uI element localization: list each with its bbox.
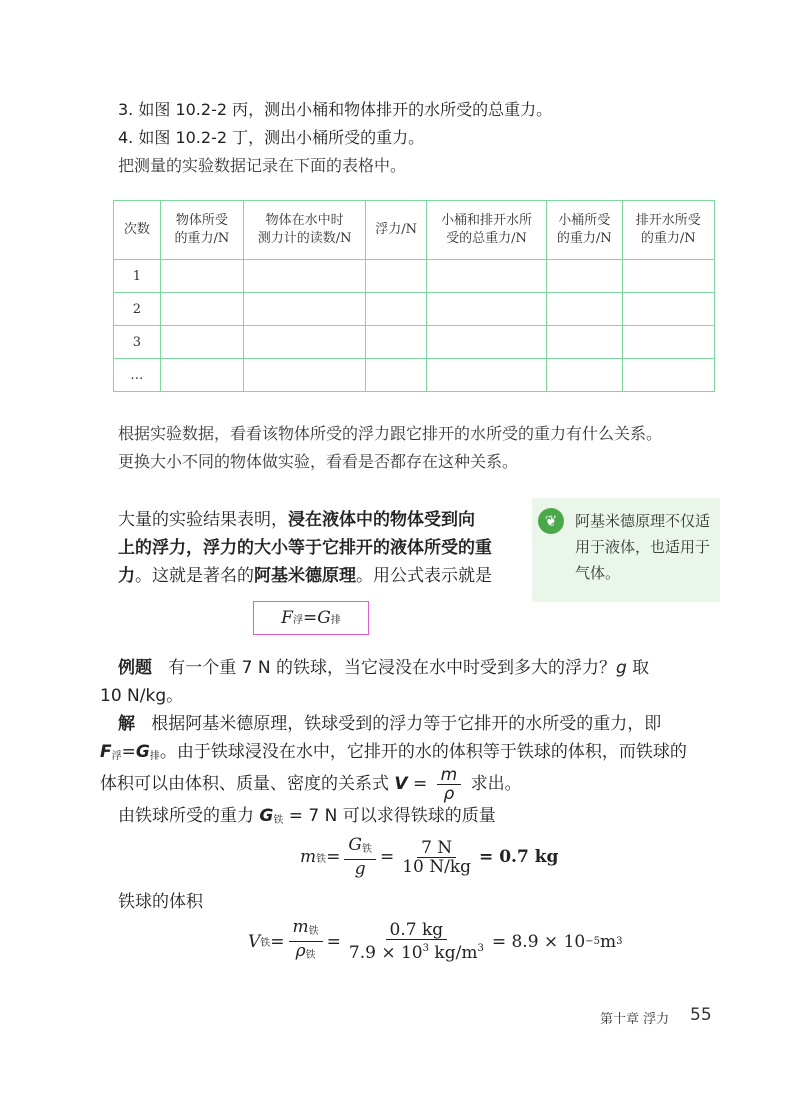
table-row (114, 260, 715, 293)
table-cell (547, 260, 623, 293)
table-cell (160, 359, 243, 392)
row-number: … (114, 359, 161, 392)
header-scale-reading: 物体在水中时 测力计的读数/N (244, 201, 366, 260)
header-count: 次数 (114, 201, 161, 260)
leaf-icon: ❦ (538, 508, 564, 534)
table-cell (426, 260, 546, 293)
table-cell (366, 326, 427, 359)
table-cell (426, 293, 546, 326)
table-row (114, 293, 715, 326)
table-cell (622, 326, 714, 359)
volume-label: 铁球的体积 (118, 892, 203, 912)
table-header-row (114, 201, 715, 260)
table-cell (366, 359, 427, 392)
row-number: 2 (114, 293, 161, 326)
analysis-line-2: 更换大小不同的物体做实验，看看是否都存在这种关系。 (118, 452, 519, 471)
record-instruction: 把测量的实验数据记录在下面的表格中。 (118, 156, 407, 175)
volume-equation: V 铁 = $\frac{m_铁}{\rho_铁}$ = $\frac{0.7 kg}{7.9 \times 10^3 kg/m^3}$ = 8.9 × 10 −5 m 3 (248, 917, 623, 963)
data-table (113, 200, 715, 392)
table-row (114, 326, 715, 359)
header-object-weight: 物体所受 的重力/N (160, 201, 243, 260)
table-cell (244, 359, 366, 392)
table-cell (366, 260, 427, 293)
table-cell (426, 359, 546, 392)
header-bucket-weight: 小桶所受 的重力/N (547, 201, 623, 260)
table-cell (547, 326, 623, 359)
table-cell (426, 326, 546, 359)
row-number: 3 (114, 326, 161, 359)
solution-line-1: 解 根据阿基米德原理，铁球受到的浮力等于它排开的水所受的重力，即 (118, 714, 662, 734)
side-note-text: 阿基米德原理不仅适用于液体，也适用于气体。 (575, 512, 711, 582)
table-cell (547, 359, 623, 392)
archimedes-formula: F 浮 = G 排 (253, 601, 369, 635)
principle-line-2: 上的浮力，浮力的大小等于它排开的液体所受的重 (118, 538, 492, 558)
example-line-2: 10 N/kg。 (100, 686, 184, 706)
density-fraction: $\frac{m}{\rho}$ (437, 766, 462, 803)
page-number: 55 (690, 1005, 712, 1025)
step-4: 4. 如图 10.2-2 丁，测出小桶所受的重力。 (118, 128, 425, 147)
table-cell (244, 260, 366, 293)
table-cell (244, 326, 366, 359)
example-line-1: 例题 有一个重 7 N 的铁球，当它浸没在水中时受到多大的浮力？g 取 (118, 658, 650, 678)
header-displaced-water-weight: 排开水所受 的重力/N (622, 201, 714, 260)
table-cell (547, 293, 623, 326)
table-row (114, 359, 715, 392)
mass-equation: m 铁 = $\frac{G_铁}{g}$ = $\frac{7 N}{10 N/kg}$ = 0.7 kg (300, 835, 559, 879)
principle-line-1: 大量的实验结果表明，浸在液体中的物体受到向 (118, 510, 475, 530)
table-cell (622, 293, 714, 326)
table-cell (622, 260, 714, 293)
analysis-line-1: 根据实验数据，看看该物体所受的浮力跟它排开的水所受的重力有什么关系。 (118, 424, 663, 443)
table-cell (244, 293, 366, 326)
table-cell (160, 326, 243, 359)
table-cell (366, 293, 427, 326)
solution-line-3: 体积可以由体积、质量、密度的关系式 V = $\frac{m}{\rho}$ 求出。 (100, 764, 522, 804)
table-cell (160, 293, 243, 326)
table-cell (160, 260, 243, 293)
solution-line-2: $F_浮=G_排$。由于铁球浸没在水中，它排开的水的体积等于铁球的体积，而铁球的 (100, 742, 687, 762)
row-number: 1 (114, 260, 161, 293)
principle-line-3: 力。这就是著名的阿基米德原理。用公式表示就是 (118, 566, 492, 586)
header-bucket-water-weight: 小桶和排开水所 受的总重力/N (426, 201, 546, 260)
solution-line-4: 由铁球所受的重力 $G_铁 = 7$ N 可以求得铁球的质量 (118, 806, 496, 826)
chapter-title: 第十章 浮力 (600, 1012, 670, 1027)
step-3: 3. 如图 10.2-2 丙，测出小桶和物体排开的水所受的总重力。 (118, 100, 553, 119)
table-cell (622, 359, 714, 392)
header-buoyancy: 浮力/N (366, 201, 427, 260)
